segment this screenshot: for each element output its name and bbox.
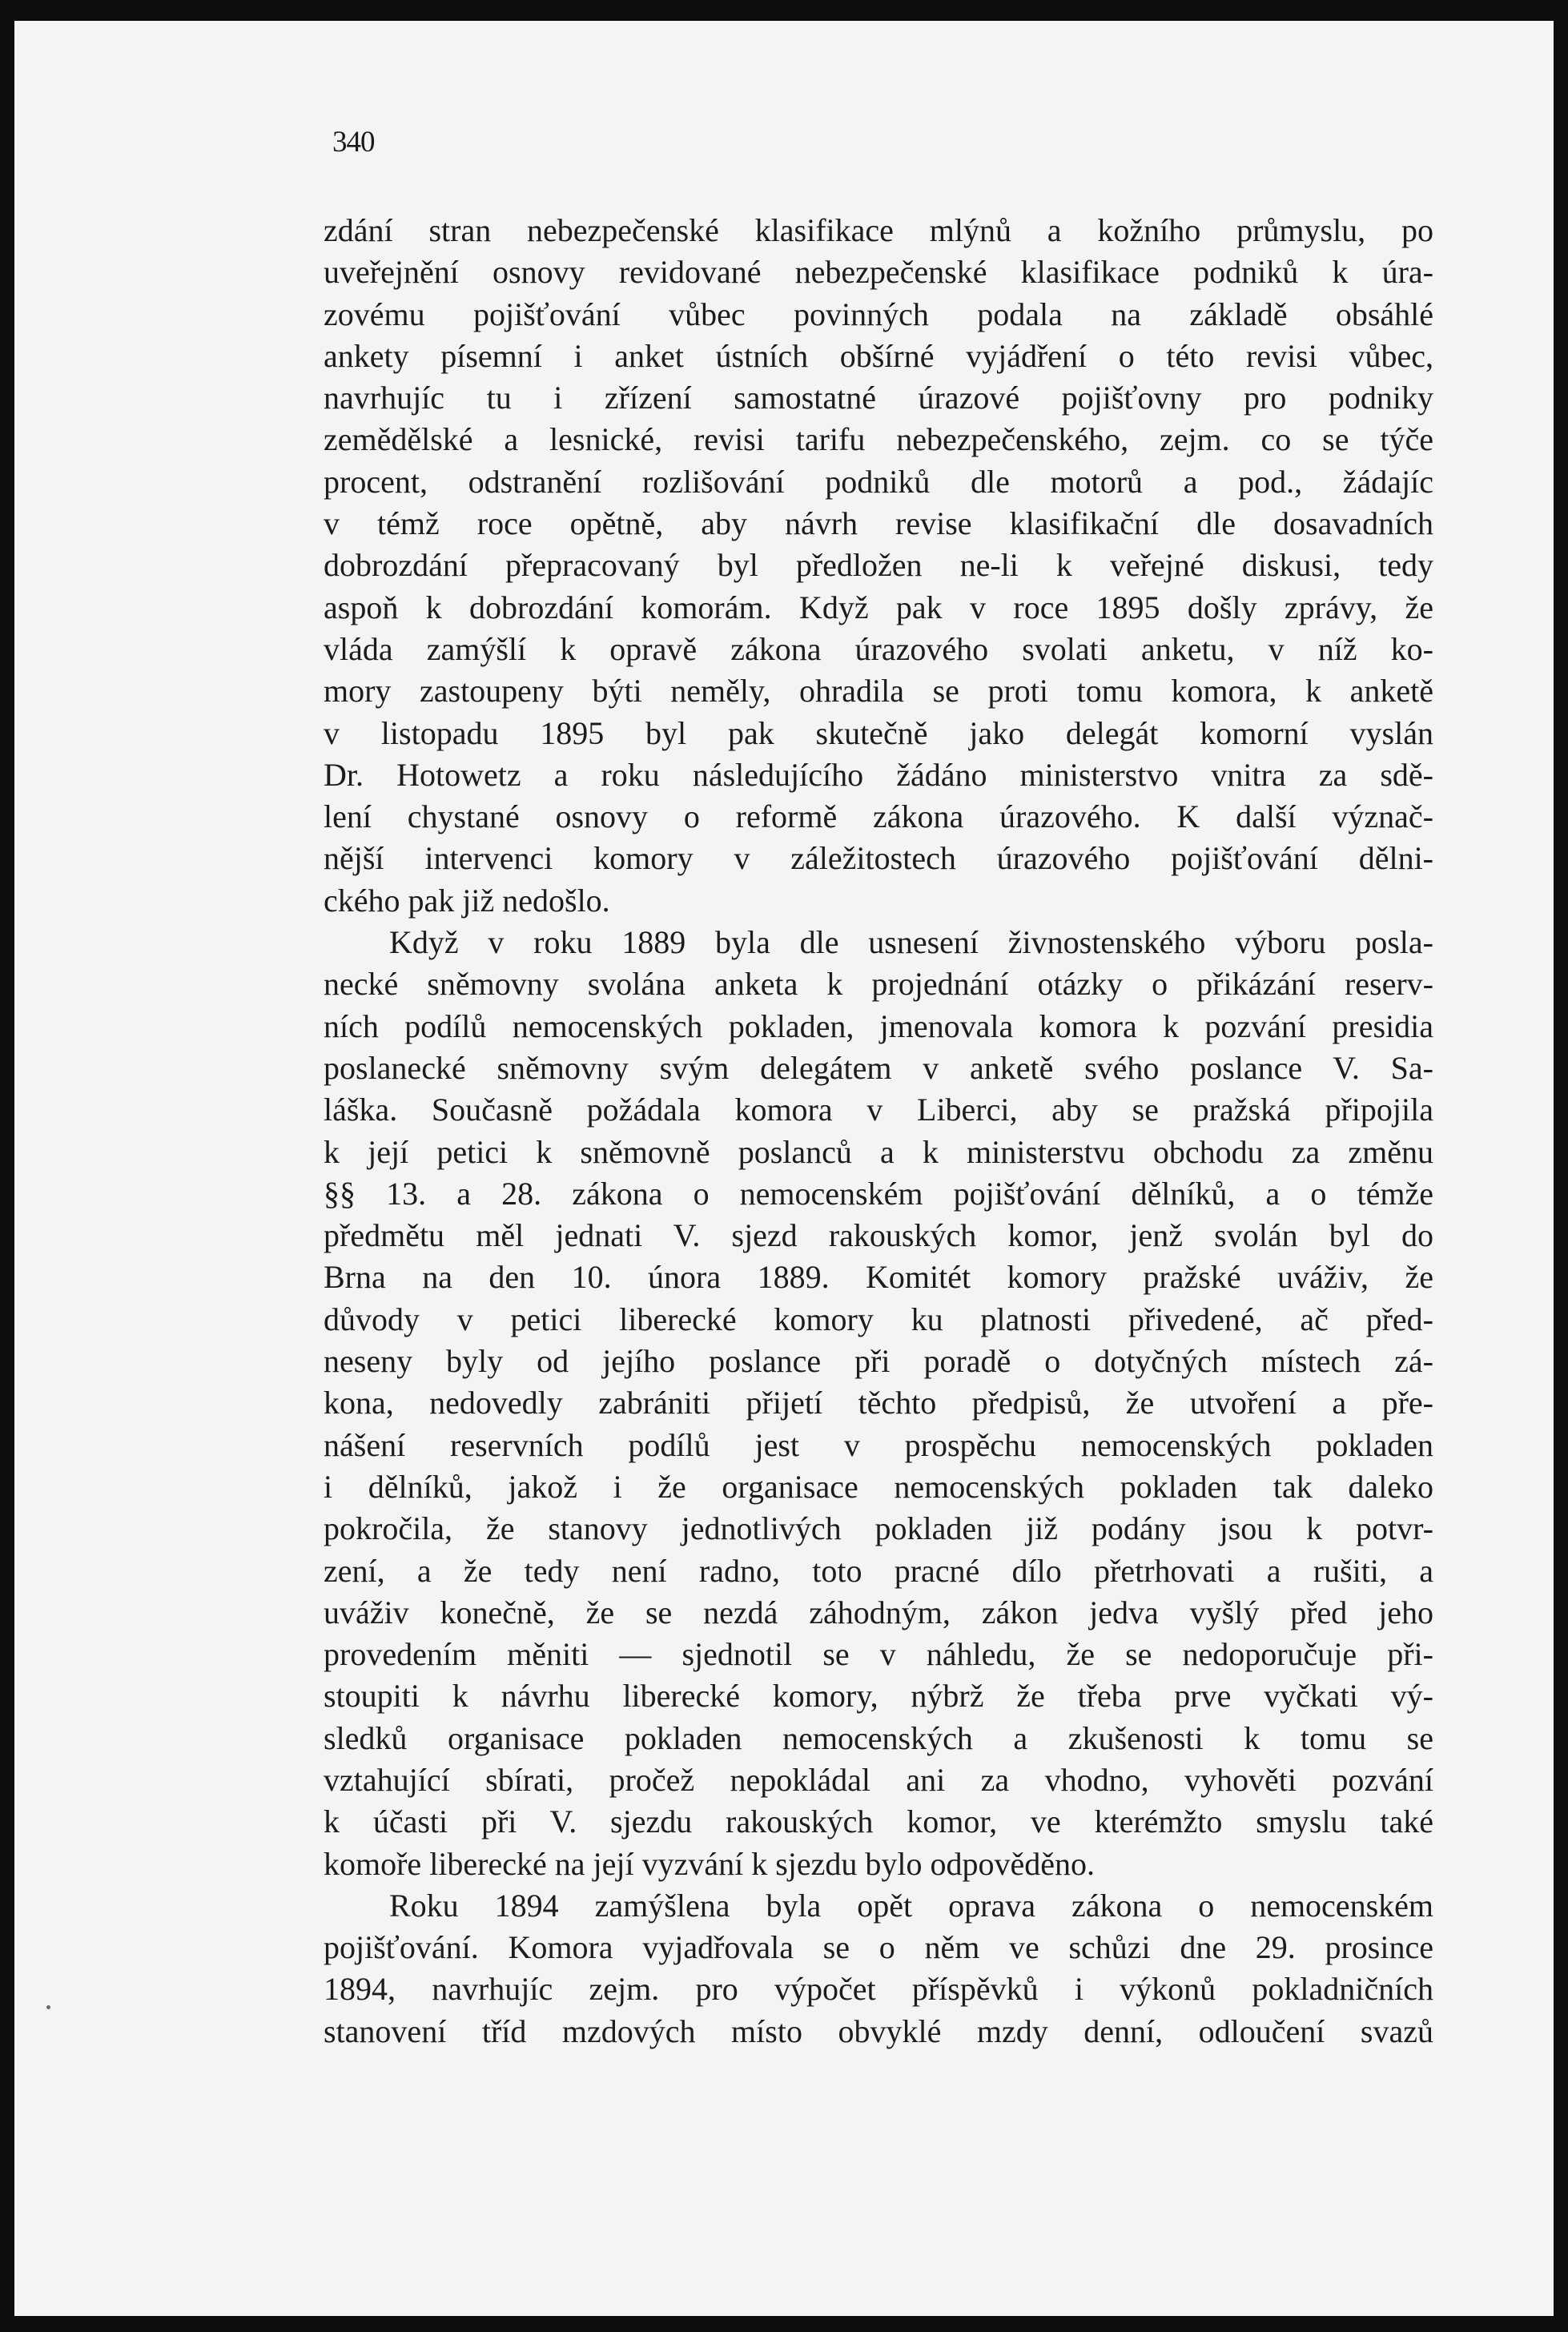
text-line: i dělníků, jakož i že organisace nemocenských pokladen tak daleko	[324, 1468, 1433, 1505]
paragraph-2	[324, 922, 1433, 1885]
paragraph-1	[324, 210, 1433, 922]
text-line: uváživ konečně, že se nezdá záhodným, zákon jedva vyšlý před jeho	[324, 1594, 1433, 1630]
text-line: důvody v petici liberecké komory ku platnosti přivedené, ač před-	[324, 1301, 1433, 1337]
text-line: sledků organisace pokladen nemocenských a zkušenosti k tomu se	[324, 1719, 1433, 1756]
margin-speck	[46, 2005, 50, 2009]
text-line: ckého pak již nedošlo.	[324, 882, 610, 919]
text-line: pokročila, že stanovy jednotlivých pokladen již podány jsou k potvr-	[324, 1510, 1433, 1547]
text-line: zdání stran nebezpečenské klasifikace mlýnů a kožního průmyslu, po	[324, 212, 1433, 248]
text-line: uveřejnění osnovy revidované nebezpečenské klasifikace podniků k úra-	[324, 254, 1433, 291]
text-line: procent, odstranění rozlišování podniků dle motorů a pod., žádajíc	[324, 463, 1433, 500]
text-line: vztahující sbírati, pročež nepokládal ani za vhodno, vyhověti pozvání	[324, 1761, 1433, 1798]
text-line: lení chystané osnovy o reformě zákona úrazového. K další význač-	[324, 798, 1433, 835]
text-line: necké sněmovny svolána anketa k projednání otázky o přikázání reserv-	[324, 966, 1433, 1003]
text-line: zemědělské a lesnické, revisi tarifu nebezpečenského, zejm. co se týče	[324, 421, 1433, 458]
text-line: navrhujíc tu i zřízení samostatné úrazové pojišťovny pro podniky	[324, 380, 1433, 416]
text-line: Dr. Hotowetz a roku následujícího žádáno ministerstvo vnitra za sdě-	[324, 756, 1433, 793]
text-line: dobrozdání přepracovaný byl předložen ne-li k veřejné diskusi, tedy	[324, 547, 1433, 584]
text-line: Když v roku 1889 byla dle usnesení živnostenského výboru posla-	[389, 924, 1433, 961]
text-line: nější intervenci komory v záležitostech úrazového pojišťování dělni-	[324, 840, 1433, 877]
text-line: zovému pojišťování vůbec povinných podala na základě obsáhlé	[324, 296, 1433, 332]
text-line: stoupiti k návrhu liberecké komory, nýbrž že třeba prve vyčkati vý-	[324, 1678, 1433, 1715]
text-line: provedením měniti — sjednotil se v náhledu, že se nedoporučuje při-	[324, 1636, 1433, 1673]
text-line: v listopadu 1895 byl pak skutečně jako delegát komorní vyslán	[324, 714, 1433, 751]
text-line: 1894, navrhujíc zejm. pro výpočet příspěvků i výkonů pokladničních	[324, 1971, 1433, 2008]
text-line: k její petici k sněmovně poslanců a k ministerstvu obchodu za změnu	[324, 1133, 1433, 1170]
text-line: ankety písemní i anket ústních obšírné vyjádření o této revisi vůbec,	[324, 337, 1433, 374]
text-line: kona, nedovedly zabrániti přijetí těchto předpisů, že utvoření a pře-	[324, 1385, 1433, 1421]
text-line: Roku 1894 zamýšlena byla opět oprava zákona o nemocenském	[389, 1887, 1433, 1924]
text-line: neseny byly od jejího poslance při poradě o dotyčných místech zá-	[324, 1343, 1433, 1380]
text-line: §§ 13. a 28. zákona o nemocenském pojišťování dělníků, a o témže	[324, 1175, 1433, 1212]
body-text	[324, 210, 1433, 2053]
text-line: nášení reservních podílů jest v prospěchu nemocenských pokladen	[324, 1426, 1433, 1463]
text-line: předmětu měl jednati V. sjezd rakouských komor, jenž svolán byl do	[324, 1217, 1433, 1254]
text-line: pojišťování. Komora vyjadřovala se o něm ve schůzi dne 29. prosince	[324, 1929, 1433, 1966]
text-line: komoře liberecké na její vyzvání k sjezdu bylo odpověděno.	[324, 1845, 1096, 1882]
text-line: k účasti při V. sjezdu rakouských komor, ve kterémžto smyslu také	[324, 1803, 1433, 1840]
text-line: láška. Současně požádala komora v Liberci, aby se pražská připojila	[324, 1092, 1433, 1128]
paragraph-3	[324, 1885, 1433, 2053]
text-line: zení, a že tedy není radno, toto pracné dílo přetrhovati a rušiti, a	[324, 1552, 1433, 1589]
text-line: mory zastoupeny býti neměly, ohradila se proti tomu komora, k anketě	[324, 673, 1433, 710]
page-number: 340	[332, 126, 375, 159]
text-line: poslanecké sněmovny svým delegátem v anketě svého poslance V. Sa-	[324, 1049, 1433, 1086]
text-line: aspoň k dobrozdání komorám. Když pak v roce 1895 došly zprávy, že	[324, 589, 1433, 625]
text-line: stanovení tříd mzdových místo obvyklé mzdy denní, odloučení svazů	[324, 2012, 1433, 2049]
text-line: ních podílů nemocenských pokladen, jmenovala komora k pozvání presidia	[324, 1007, 1433, 1044]
text-line: vláda zamýšlí k opravě zákona úrazového svolati anketu, v níž ko-	[324, 630, 1433, 667]
text-line: Brna na den 10. února 1889. Komitét komory pražské uváživ, že	[324, 1259, 1433, 1296]
text-line: v témž roce opětně, aby návrh revise klasifikační dle dosavadních	[324, 505, 1433, 542]
